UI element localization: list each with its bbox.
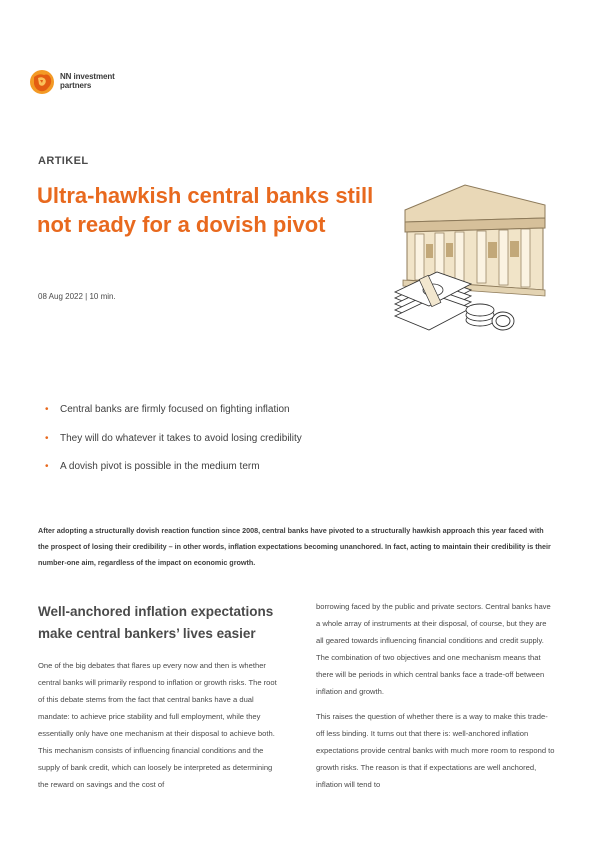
bullet-text: A dovish pivot is possible in the medium term (60, 461, 260, 472)
list-item (45, 433, 302, 462)
bank-building-money-illustration (385, 180, 560, 340)
article-kicker: ARTIKEL (38, 155, 89, 167)
list-item (45, 461, 302, 490)
article-meta: 08 Aug 2022 | 10 min. (38, 292, 116, 301)
body-column-right (316, 598, 556, 801)
body-column-left (38, 657, 283, 801)
list-item (45, 404, 302, 433)
body-paragraph: This raises the question of whether there is a way to make this trade-off less binding. It turns out that there is: well-anchored inflation expectations provide central banks with much more room to respond to growth risks. The reason is that if expectations are well anchored, inflation will tend to (316, 712, 555, 789)
bullet-dot-icon: • (45, 432, 49, 444)
nn-lion-logo-icon (29, 69, 56, 95)
brand-line-2: partners (60, 81, 92, 90)
bullet-text: Central banks are firmly focused on fighting inflation (60, 404, 290, 415)
brand-logo[interactable] (29, 69, 139, 95)
key-points-list (45, 404, 302, 490)
body-paragraph: borrowing faced by the public and private sectors. Central banks have a whole array of instruments at their disposal, of course, but they are all geared towards influencing financial conditions and credit supply. The combination of two objectives and one mechanism means that there will be periods in which central banks face a trade-off between inflation and growth. (316, 602, 551, 696)
article-lead: After adopting a structurally dovish reaction function since 2008, central banks have pivoted to a structurally hawkish approach this year faced with the prospect of losing their credibility – in other words, inflation expectations becoming unanchored. In fact, acting to maintain their credibility is their number-one aim, regardless of the impact on economic growth. (38, 526, 551, 567)
bullet-dot-icon: • (45, 461, 49, 472)
body-paragraph: One of the big debates that flares up every now and then is whether central banks will primarily respond to inflation or growth risks. The root of this debate stems from the fact that central banks have a dual mandate: to achieve price stability and full employment, while they essentially only have one mechanism at their disposal to achieve both. This mechanism consists of influencing financial conditions and the supply of bank credit, which can loosely be interpreted as determining the reward on savings and the cost of (38, 661, 277, 789)
section-heading: Well-anchored inflation expectations make central bankers’ lives easier (38, 604, 274, 641)
article-title: Ultra-hawkish central banks still not ready for a dovish pivot (37, 183, 374, 237)
bullet-dot-icon: • (45, 404, 49, 415)
brand-line-1: NN investment (60, 72, 115, 81)
brand-name (60, 72, 115, 90)
bullet-text: They will do whatever it takes to avoid losing credibility (60, 432, 302, 444)
